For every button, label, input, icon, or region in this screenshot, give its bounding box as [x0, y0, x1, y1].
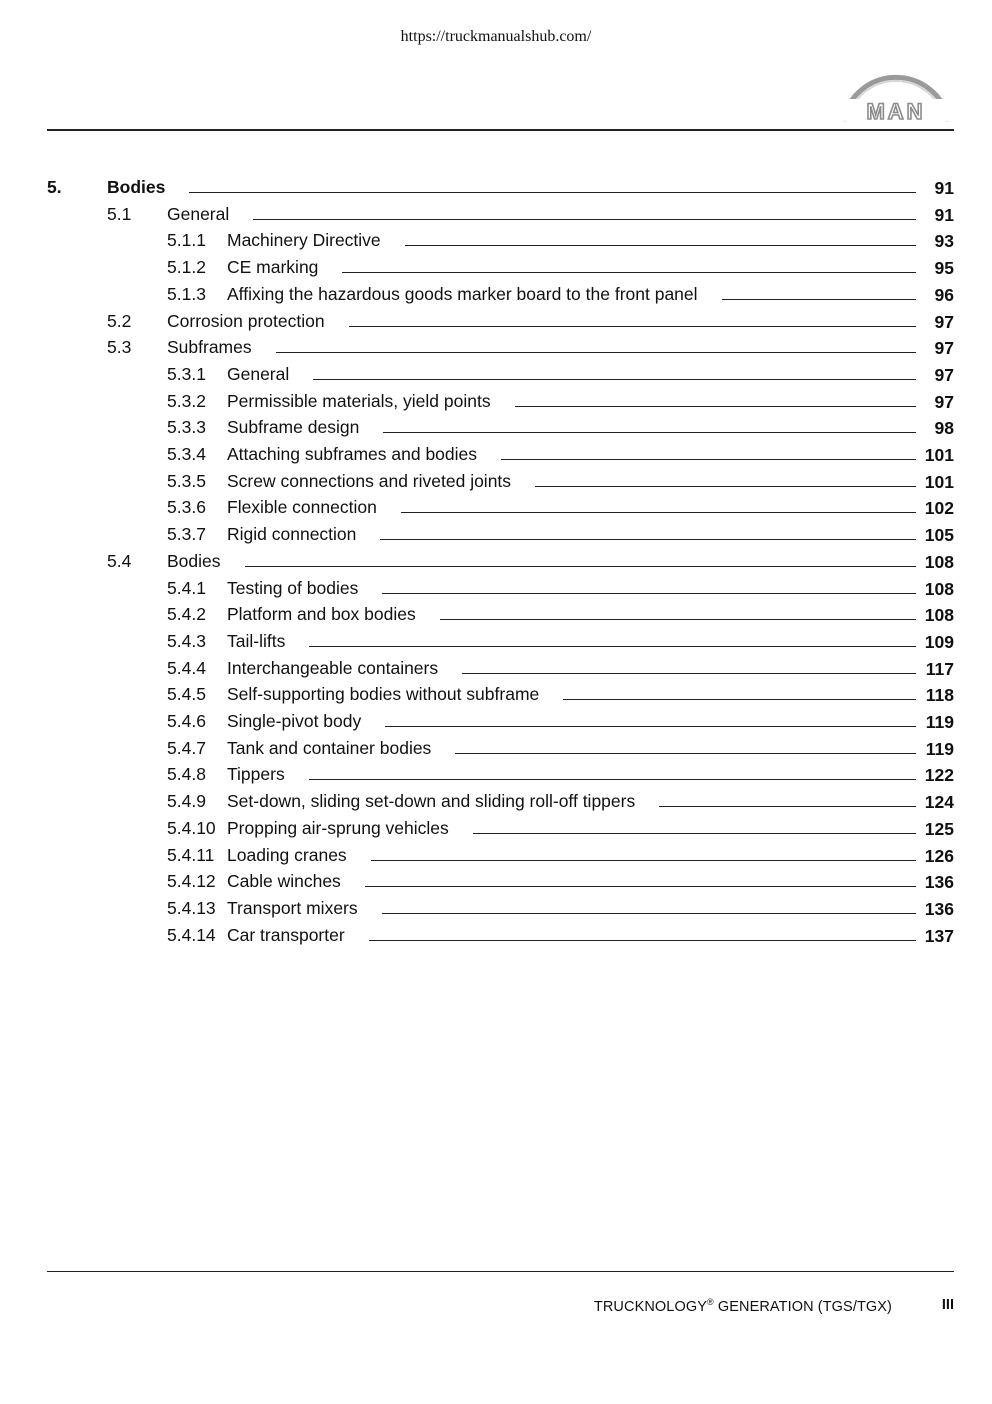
toc-entry[interactable] — [0, 227, 992, 253]
toc-section-number: 5.2 — [107, 311, 132, 331]
toc-section-title: Rigid connection — [227, 524, 380, 545]
toc-entry[interactable] — [0, 922, 992, 948]
toc-page-number: 98 — [934, 418, 954, 438]
toc-entry[interactable] — [0, 815, 992, 841]
toc-section-title: Tippers — [227, 764, 309, 785]
toc-leader-line — [276, 352, 916, 353]
toc-entry[interactable] — [0, 868, 992, 894]
toc-section-title: Tail-lifts — [227, 631, 309, 652]
toc-page-number: 101 — [924, 472, 954, 492]
toc-section-number: 5.4.11 — [167, 845, 215, 865]
registered-mark: ® — [707, 1297, 714, 1307]
toc-page-number: 119 — [925, 739, 954, 759]
toc-entry[interactable] — [0, 201, 992, 227]
toc-entry[interactable] — [0, 735, 992, 761]
toc-entry[interactable] — [0, 468, 992, 494]
toc-section-number: 5.3.3 — [167, 417, 206, 437]
toc-leader-line — [501, 459, 916, 460]
toc-page-number: 136 — [924, 899, 954, 919]
toc-section-title: Set-down, sliding set-down and sliding roll-off tippers — [227, 791, 659, 812]
toc-leader-line — [313, 379, 916, 380]
toc-page-number: 108 — [924, 605, 954, 625]
toc-leader-line — [385, 726, 916, 727]
toc-section-number: 5.4 — [107, 551, 132, 571]
toc-entry[interactable] — [0, 708, 992, 734]
toc-leader-line — [462, 673, 916, 674]
toc-entry[interactable] — [0, 441, 992, 467]
header-rule — [47, 129, 954, 131]
toc-page-number: 93 — [934, 231, 954, 251]
toc-page-number: 96 — [934, 285, 954, 305]
toc-leader-line — [309, 646, 916, 647]
toc-page-number: 95 — [934, 258, 954, 278]
toc-entry[interactable] — [0, 761, 992, 787]
toc-section-title: General — [167, 204, 253, 225]
toc-leader-line — [405, 245, 916, 246]
toc-section-title: Subframe design — [227, 417, 383, 438]
toc-leader-line — [440, 619, 916, 620]
toc-section-number: 5.1.2 — [167, 257, 206, 277]
toc-section-title: General — [227, 364, 313, 385]
toc-section-number: 5.4.5 — [167, 684, 206, 704]
toc-leader-line — [515, 406, 916, 407]
toc-section-title: Single-pivot body — [227, 711, 385, 732]
toc-leader-line — [342, 272, 916, 273]
toc-leader-line — [473, 833, 916, 834]
toc-page-number: 122 — [924, 765, 954, 785]
toc-section-number: 5.3.2 — [167, 391, 206, 411]
toc-page-number: 119 — [925, 712, 954, 732]
toc-section-number: 5.4.6 — [167, 711, 206, 731]
toc-leader-line — [383, 432, 916, 433]
toc-entry[interactable] — [0, 334, 992, 360]
toc-section-number: 5.4.13 — [167, 898, 216, 918]
toc-leader-line — [563, 699, 916, 700]
toc-section-title: Corrosion protection — [167, 311, 349, 332]
toc-leader-line — [401, 512, 916, 513]
toc-leader-line — [455, 753, 916, 754]
toc-entry[interactable] — [0, 388, 992, 414]
toc-entry[interactable] — [0, 895, 992, 921]
toc-page-number: 125 — [924, 819, 954, 839]
toc-leader-line — [369, 940, 916, 941]
source-url[interactable]: https://truckmanualshub.com/ — [400, 28, 592, 45]
toc-section-title: Testing of bodies — [227, 578, 382, 599]
toc-entry[interactable] — [0, 494, 992, 520]
toc-section-title: Flexible connection — [227, 497, 401, 518]
toc-section-title: Car transporter — [227, 925, 369, 946]
toc-section-title: Platform and box bodies — [227, 604, 440, 625]
toc-section-title: Transport mixers — [227, 898, 382, 919]
toc-entry[interactable] — [0, 281, 992, 307]
toc-section-number: 5.3.7 — [167, 524, 206, 544]
footer-generation: GENERATION (TGS/TGX) — [713, 1298, 892, 1315]
toc-leader-line — [371, 860, 916, 861]
toc-page-number: 126 — [924, 846, 954, 866]
toc-leader-line — [309, 779, 916, 780]
toc-entry[interactable] — [0, 575, 992, 601]
toc-section-title: Attaching subframes and bodies — [227, 444, 501, 465]
toc-leader-line — [245, 566, 916, 567]
toc-leader-line — [365, 886, 916, 887]
toc-page-number: 109 — [924, 632, 954, 652]
toc-section-title: Screw connections and riveted joints — [227, 471, 535, 492]
toc-section-number: 5.4.4 — [167, 658, 206, 678]
toc-entry[interactable] — [0, 308, 992, 334]
toc-section-number: 5.1.3 — [167, 284, 206, 304]
toc-entry[interactable] — [0, 361, 992, 387]
toc-leader-line — [382, 593, 916, 594]
toc-leader-line — [189, 192, 916, 193]
toc-leader-line — [349, 326, 916, 327]
toc-section-number: 5.3 — [107, 337, 132, 357]
toc-leader-line — [380, 539, 916, 540]
toc-section-number: 5.4.12 — [167, 871, 216, 891]
toc-section-title: Permissible materials, yield points — [227, 391, 515, 412]
toc-section-number: 5.3.6 — [167, 497, 206, 517]
toc-entry[interactable] — [0, 254, 992, 280]
toc-page-number: 97 — [934, 392, 954, 412]
toc-section-title: Interchangeable containers — [227, 658, 462, 679]
toc-section-number: 5.3.4 — [167, 444, 206, 464]
toc-section-number: 5.4.3 — [167, 631, 206, 651]
toc-section-number: 5.4.1 — [167, 578, 206, 598]
toc-page-number: 97 — [934, 312, 954, 332]
logo-text: MAN — [866, 99, 926, 123]
footer-brand: TRUCKNOLOGY — [593, 1298, 707, 1315]
toc-leader-line — [382, 913, 916, 914]
toc-entry[interactable] — [0, 601, 992, 627]
toc-section-title: Bodies — [167, 551, 245, 572]
toc-section-title: Subframes — [167, 337, 276, 358]
toc-section-number: 5.4.14 — [167, 925, 216, 945]
toc-section-number: 5.1 — [107, 204, 132, 224]
toc-entry[interactable] — [0, 788, 992, 814]
toc-section-number: 5.4.9 — [167, 791, 206, 811]
toc-entry[interactable] — [0, 628, 992, 654]
toc-entry[interactable] — [0, 414, 992, 440]
toc-entry[interactable] — [0, 655, 992, 681]
toc-page-number: 105 — [924, 525, 954, 545]
toc-section-number: 5.1.1 — [167, 230, 206, 250]
toc-section-title: CE marking — [227, 257, 342, 278]
toc-section-number: 5.3.5 — [167, 471, 206, 491]
toc-section-title: Propping air-sprung vehicles — [227, 818, 473, 839]
toc-section-number: 5.4.2 — [167, 604, 206, 624]
man-logo — [835, 55, 957, 123]
toc-section-number: 5.4.10 — [167, 818, 216, 838]
toc-page-number: 118 — [925, 685, 954, 705]
toc-leader-line — [659, 806, 916, 807]
toc-entry[interactable] — [0, 548, 992, 574]
toc-page-number: 97 — [934, 365, 954, 385]
toc-leader-line — [253, 219, 916, 220]
footer-page-number: III — [941, 1297, 954, 1313]
toc-section-title: Affixing the hazardous goods marker board to the front panel — [227, 284, 722, 305]
toc-section-number: 5.4.7 — [167, 738, 206, 758]
toc-page-number: 108 — [924, 552, 954, 572]
toc-page-number: 108 — [924, 579, 954, 599]
toc-entry[interactable] — [0, 681, 992, 707]
toc-page-number: 136 — [924, 872, 954, 892]
toc-section-title: Cable winches — [227, 871, 365, 892]
toc-leader-line — [535, 486, 916, 487]
toc-section-number: 5.3.1 — [167, 364, 206, 384]
footer-rule — [47, 1271, 954, 1272]
toc-page-number: 124 — [924, 792, 954, 812]
toc-leader-line — [722, 299, 916, 300]
toc-entry[interactable] — [0, 174, 992, 200]
toc-page-number: 97 — [934, 338, 954, 358]
toc-page-number: 91 — [934, 205, 954, 225]
toc-page-number: 117 — [925, 659, 954, 679]
toc-page-number: 91 — [934, 178, 954, 198]
toc-page-number: 102 — [924, 498, 954, 518]
toc-section-title: Machinery Directive — [227, 230, 405, 251]
footer-title — [594, 1297, 892, 1315]
toc-section-number: 5. — [47, 177, 62, 197]
toc-page-number: 101 — [924, 445, 954, 465]
toc-section-title: Tank and container bodies — [227, 738, 455, 759]
toc-section-title: Self-supporting bodies without subframe — [227, 684, 563, 705]
toc-entry[interactable] — [0, 521, 992, 547]
toc-section-number: 5.4.8 — [167, 764, 206, 784]
toc-section-title: Loading cranes — [227, 845, 371, 866]
toc-entry[interactable] — [0, 842, 992, 868]
toc-page-number: 137 — [924, 926, 954, 946]
toc-section-title: Bodies — [107, 177, 189, 198]
